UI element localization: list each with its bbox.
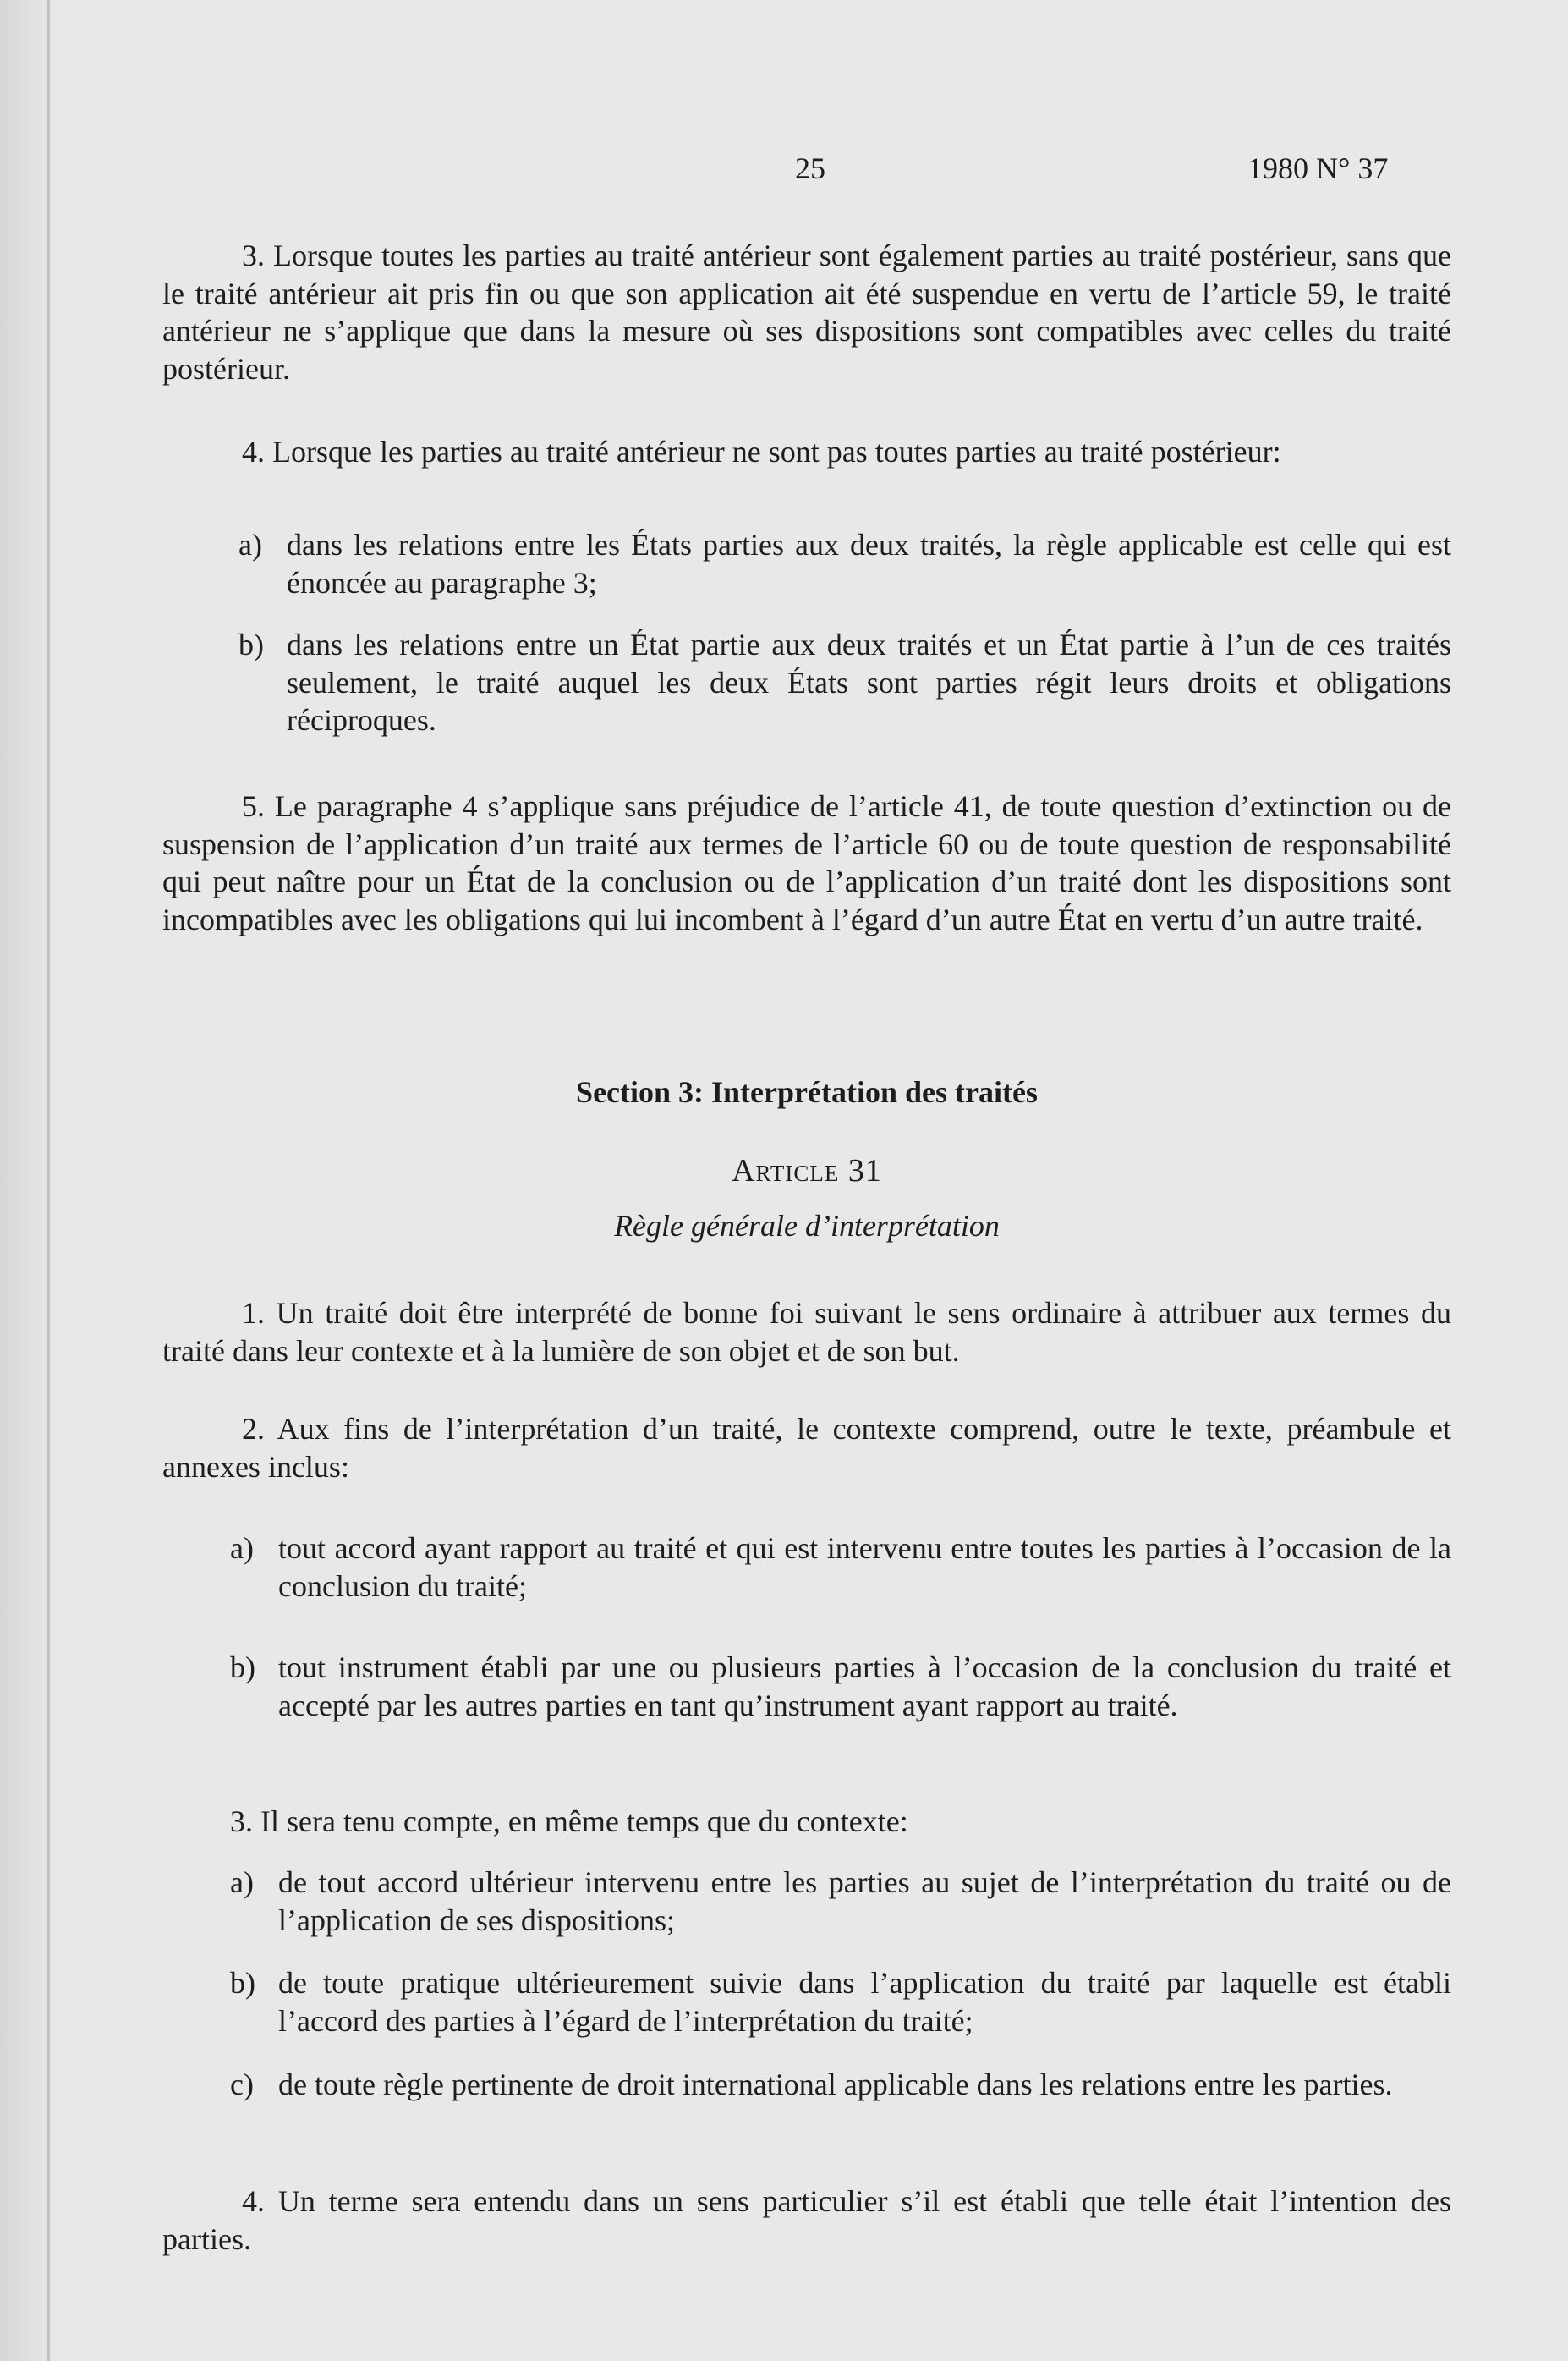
item-label: b) [230,1650,255,1684]
paragraph-4: 4. Lorsque les parties au traité antérieur ne sont pas toutes parties au traité postérieur: [242,435,1281,469]
article31-paragraph-4: 4. Un terme sera entendu dans un sens particulier s’il est établi que telle était l’intention des parties. [162,2184,1451,2256]
page-number: 25 [795,151,825,185]
binding-edge [47,0,50,2361]
item-label: a) [230,1531,254,1565]
item-label: c) [230,2067,254,2101]
article31-paragraph-1: 1. Un traité doit être interprété de bonne foi suivant le sens ordinaire à attribuer aux termes du traité dans leur contexte et à la lumière de son objet et de son but. [162,1296,1451,1368]
item-text: dans les relations entre les États parties aux deux traités, la règle applicable est celle qui est énoncée au paragraphe 3; [287,528,1451,600]
page-edge-shadow [0,0,59,2361]
list-item-3c [230,2066,1451,2142]
list-item-3b [230,1964,1451,2040]
paragraph-3: 3. Lorsque toutes les parties au traité antérieur sont également parties au traité postérieur, sans que le traité antérieur ait pris fin ou que son application ait été suspendue en vertu de l’article 59, le traité antérieur ne s’applique que dans la mesure où ses dispositions sont compatibles avec celles du traité postérieur. [162,239,1451,386]
item-text: dans les relations entre un État partie aux deux traités et un État partie à l’un de ces traités seulement, le traité auquel les deux États sont parties régit leurs droits et obligations réciproques. [287,628,1451,737]
item-text: tout instrument établi par une ou plusieurs parties à l’occasion de la conclusion du traité et accepté par les autres parties en tant qu’instrument ayant rapport au traité. [278,1650,1451,1722]
item-text: tout accord ayant rapport au traité et qui est intervenu entre toutes les parties à l’occasion de la conclusion du traité; [278,1531,1451,1603]
paragraph-5: 5. Le paragraphe 4 s’applique sans préjudice de l’article 41, de toute question d’extinction ou de suspension de l’application d’un traité aux termes de l’article 60 ou de toute question de responsabilité qui peut naître pour un État de la conclusion ou de l’application d’un traité dont les dispositions sont incompatibles avec les obligations qui lui incombent à l’égard d’un autre État en vertu d’un autre traité. [162,789,1451,936]
item-text: de toute règle pertinente de droit international applicable dans les relations entre les parties. [278,2067,1393,2101]
article-subtitle: Règle générale d’interprétation [614,1209,1000,1243]
list-item-2a [230,1529,1451,1606]
article31-paragraph-3: 3. Il sera tenu compte, en même temps que du contexte: [230,1804,908,1838]
item-text: de tout accord ultérieur intervenu entre les parties au sujet de l’interprétation du traité ou de l’application de ses dispositions; [278,1865,1451,1937]
article-heading: Article 31 [732,1153,882,1189]
list-item-4a [238,526,1451,602]
item-label: a) [238,528,262,562]
list-item-4b [238,626,1451,739]
list-item-3a [230,1864,1451,1940]
item-label: b) [230,1966,255,2000]
document-reference: 1980 N° 37 [1247,151,1389,185]
section-heading: Section 3: Interprétation des traités [576,1075,1038,1109]
item-text: de toute pratique ultérieurement suivie dans l’application du traité par laquelle est établi l’accord des parties à l’égard de l’interprétation du traité; [278,1966,1451,2038]
article31-paragraph-2: 2. Aux fins de l’interprétation d’un traité, le contexte comprend, outre le texte, préambule et annexes inclus: [162,1412,1451,1484]
item-label: b) [238,628,264,662]
list-item-2b [230,1649,1451,1762]
item-label: a) [230,1865,254,1899]
